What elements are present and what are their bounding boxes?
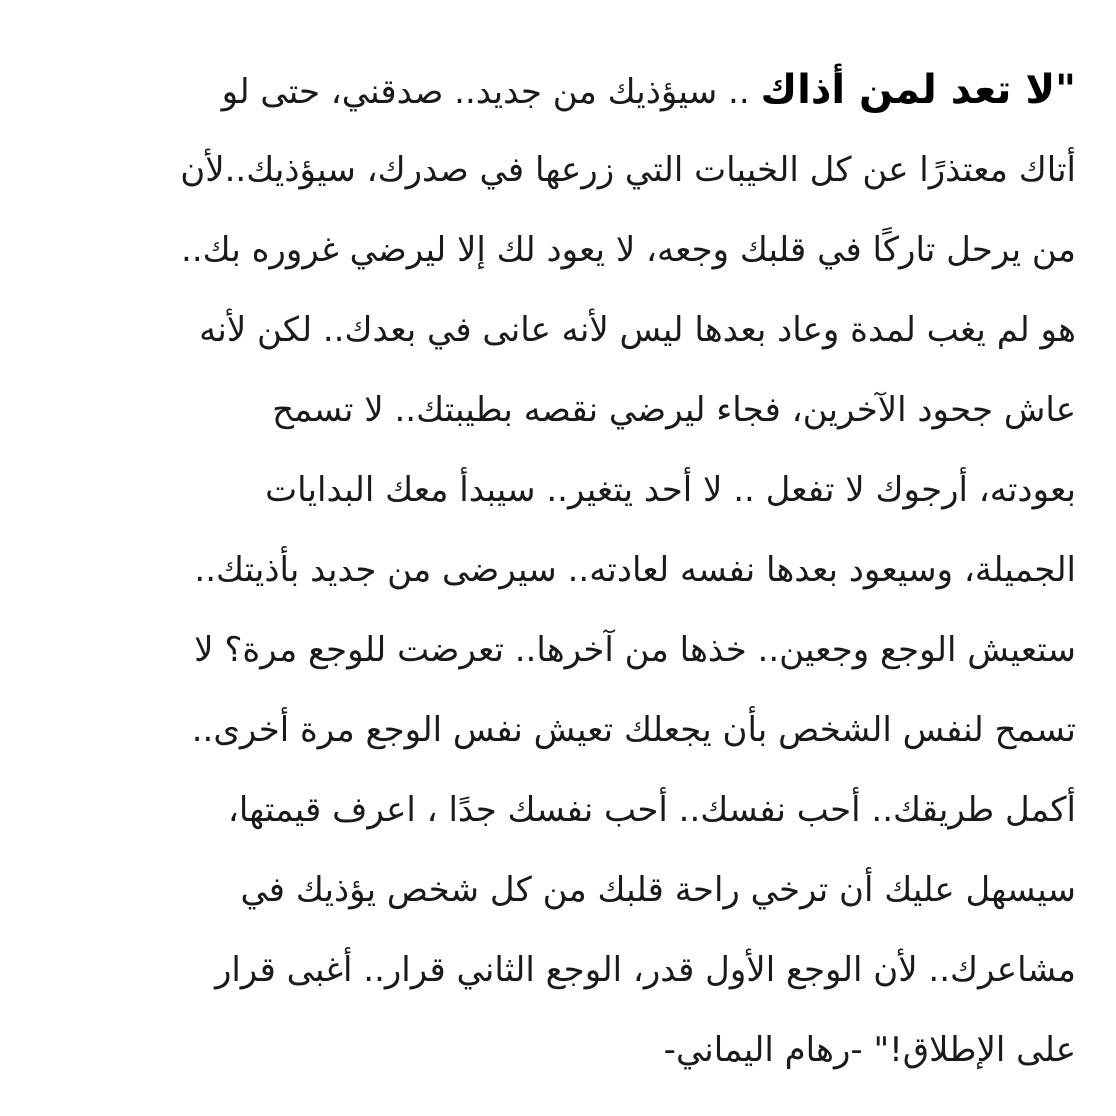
quote-line-3: من يرحل تاركًا في قلبك وجعه، لا يعود لك إلا ليرضي غروره بك..: [181, 230, 1076, 270]
quote-line-2: أتاك معتذرًا عن كل الخيبات التي زرعها في صدرك، سيؤذيك..لأن: [180, 150, 1076, 190]
quote-line-12: مشاعرك.. لأن الوجع الأول قدر، الوجع الثاني قرار.. أغبى قرار: [214, 950, 1076, 990]
quote-line-8: ستعيش الوجع وجعين.. خذها من آخرها.. تعرضت للوجع مرة؟ لا: [194, 630, 1076, 670]
quote-text-block: [40, 50, 1076, 1090]
quote-line-10: أكمل طريقك.. أحب نفسك.. أحب نفسك جدًا ، اعرف قيمتها،: [227, 790, 1076, 830]
quote-line-11: سيسهل عليك أن ترخي راحة قلبك من كل شخص يؤذيك في: [240, 870, 1076, 910]
quote-line-7: الجميلة، وسيعود بعدها نفسه لعادته.. سيرضى من جديد بأذيتك..: [194, 550, 1076, 590]
quote-line-6: بعودته، أرجوك لا تفعل .. لا أحد يتغير.. سيبدأ معك البدايات: [265, 470, 1076, 510]
quote-line-1-rest: .. سيؤذيك من جديد.. صدقني، حتى لو: [221, 72, 761, 112]
quote-line-4: هو لم يغب لمدة وعاد بعدها ليس لأنه عانى في بعدك.. لكن لأنه: [199, 310, 1076, 350]
quote-line-5: عاش جحود الآخرين، فجاء ليرضي نقصه بطيبتك.. لا تسمح: [272, 390, 1076, 430]
quote-line-9: تسمح لنفس الشخص بأن يجعلك تعيش نفس الوجع مرة أخرى..: [191, 710, 1076, 750]
quote-headline: "لا تعد لمن أذاك: [760, 67, 1076, 113]
quote-line-1: [40, 50, 1076, 130]
quote-line-13: على الإطلاق!" -رهام اليماني-: [663, 1030, 1076, 1070]
